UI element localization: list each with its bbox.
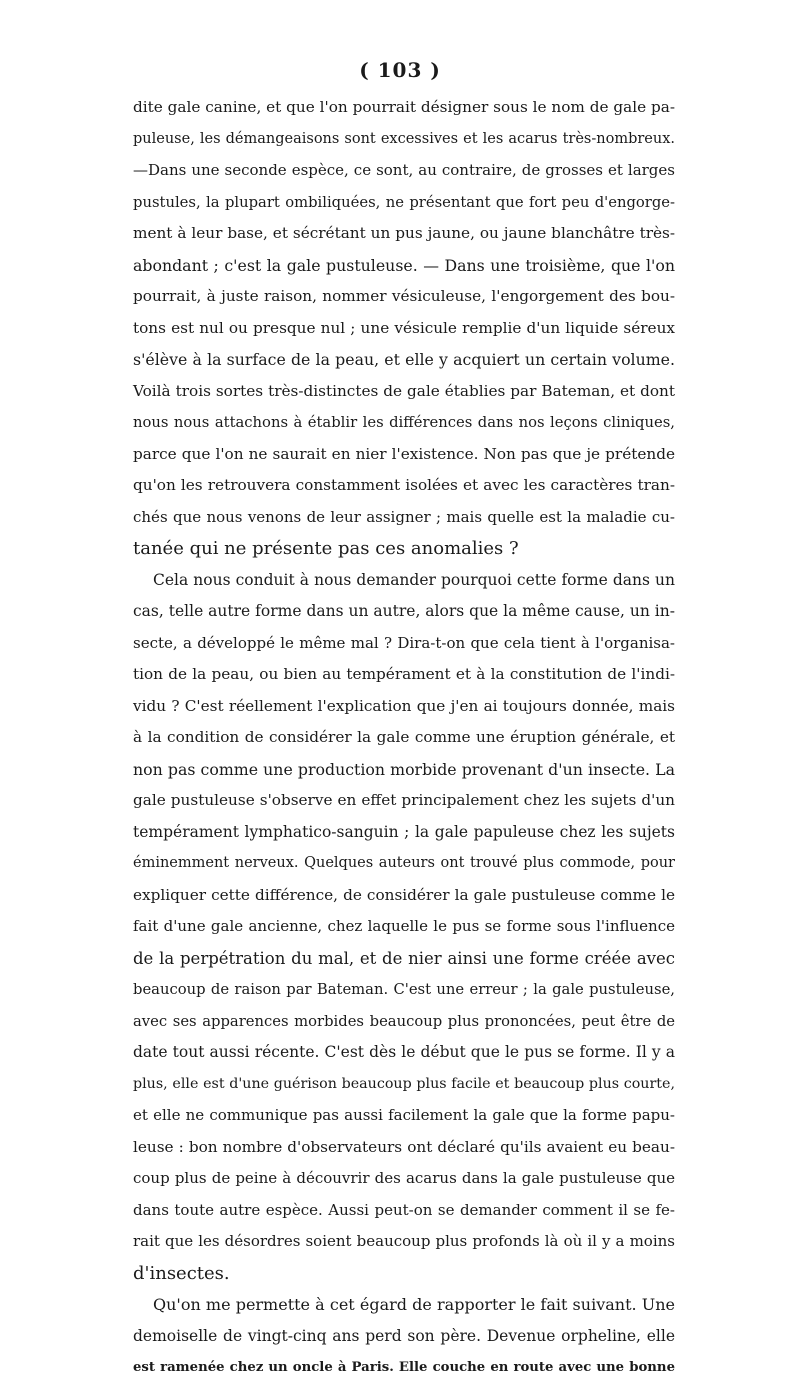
text-line: et elle ne communique pas aussi facilement la gale que la forme papu- <box>133 1106 675 1124</box>
text-line: fait d'une gale ancienne, chez laquelle le pus se forme sous l'influence <box>133 917 675 935</box>
text-line: avec ses apparences morbides beaucoup plus prononcées, peut être de <box>133 1012 675 1030</box>
text-line: tons est nul ou presque nul ; une vésicule remplie d'un liquide séreux <box>133 318 675 337</box>
text-line: non pas comme une production morbide provenant d'un insecte. La <box>133 759 675 779</box>
text-line: parce que l'on ne saurait en nier l'existence. Non pas que je prétende <box>133 444 675 463</box>
text-line: s'élève à la surface de la peau, et elle y acquiert un certain volume. <box>133 350 675 369</box>
text-line: demoiselle de vingt-cinq ans perd son père. Devenue orpheline, elle <box>133 1326 675 1345</box>
text-line: expliquer cette différence, de considérer la gale pustuleuse comme le <box>133 885 675 904</box>
text-line: plus, elle est d'une guérison beaucoup plus facile et beaucoup plus courte, <box>133 1075 675 1092</box>
text-line: nous nous attachons à établir les différences dans nos leçons cliniques, <box>133 414 675 431</box>
text-line: coup plus de peine à découvrir des acarus dans la gale pustuleuse que <box>133 1169 675 1187</box>
text-line: cas, telle autre forme dans un autre, alors que la même cause, un in- <box>133 602 675 620</box>
text-line: beaucoup de raison par Bateman. C'est une erreur ; la gale pustuleuse, <box>133 981 675 998</box>
text-line: pustules, la plupart ombiliquées, ne présentant que fort peu d'engorge- <box>133 193 675 211</box>
body-text <box>133 92 675 1384</box>
text-line: est ramenée chez un oncle à Paris. Elle couche en route avec une bonne <box>133 1360 675 1375</box>
text-line: pourrait, à juste raison, nommer vésiculeuse, l'engorgement des bou- <box>133 287 675 305</box>
page-number: ( 103 ) <box>359 58 441 82</box>
text-line: à la condition de considérer la gale comme une éruption générale, et <box>133 728 675 746</box>
paragraph-1 <box>133 92 675 565</box>
text-line: dans toute autre espèce. Aussi peut-on se demander comment il se fe- <box>133 1200 675 1219</box>
text-line: tion de la peau, ou bien au tempérament et à la constitution de l'indi- <box>133 665 675 683</box>
text-line: qu'on les retrouvera constamment isolées et avec les caractères tran- <box>133 476 675 494</box>
text-line: éminemment nerveux. Quelques auteurs ont trouvé plus commode, pour <box>133 855 675 871</box>
text-line: abondant ; c'est la gale pustuleuse. — Dans une troisième, que l'on <box>133 255 675 275</box>
text-line: rait que les désordres soient beaucoup plus profonds là où il y a moins <box>133 1232 675 1250</box>
text-line: Voilà trois sortes très-distinctes de gale établies par Bateman, et dont <box>133 381 675 400</box>
text-line: date tout aussi récente. C'est dès le début que le pus se forme. Il y a <box>133 1043 675 1061</box>
text-line: chés que nous venons de leur assigner ; mais quelle est la maladie cu- <box>133 507 675 526</box>
text-line: gale pustuleuse s'observe en effet principalement chez les sujets d'un <box>133 791 675 809</box>
text-line: —Dans une seconde espèce, ce sont, au contraire, de grosses et larges <box>133 161 675 179</box>
text-line: leuse : bon nombre d'observateurs ont déclaré qu'ils avaient eu beau- <box>133 1137 675 1156</box>
paragraph-2 <box>133 565 675 1290</box>
text-line: vidu ? C'est réellement l'explication que j'en ai toujours donnée, mais <box>133 696 675 715</box>
text-line: dite gale canine, et que l'on pourrait désigner sous le nom de gale pa- <box>133 98 675 116</box>
text-line: puleuse, les démangeaisons sont excessives et les acarus très-nombreux. <box>133 130 675 147</box>
text-line: ment à leur base, et sécrétant un pus jaune, ou jaune blanchâtre très- <box>133 224 675 242</box>
text-line: d'insectes. <box>133 1262 230 1284</box>
text-line: tanée qui ne présente pas ces anomalies ? <box>133 538 519 559</box>
paragraph-3 <box>133 1289 675 1384</box>
text-line: secte, a développé le même mal ? Dira-t-on que cela tient à l'organisa- <box>133 633 675 652</box>
text-line: de la perpétration du mal, et de nier ainsi une forme créée avec <box>133 948 675 968</box>
text-line: tempérament lymphatico-sanguin ; la gale papuleuse chez les sujets <box>133 822 675 841</box>
text-line: Cela nous conduit à nous demander pourquoi cette forme dans un <box>153 570 675 589</box>
text-line: Qu'on me permette à cet égard de rapporter le fait suivant. Une <box>153 1295 675 1314</box>
